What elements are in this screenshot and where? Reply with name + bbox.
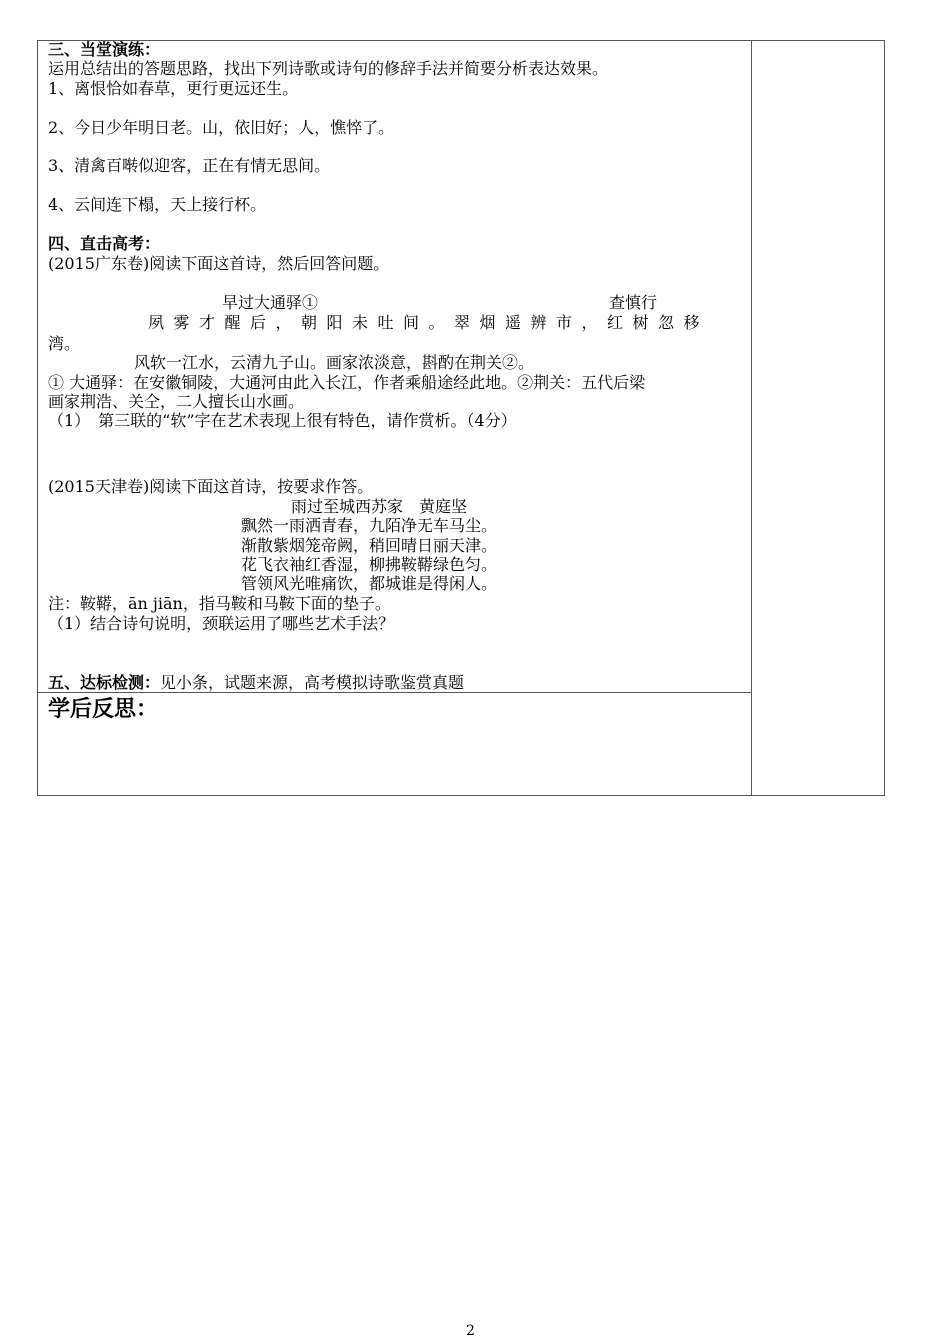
q2-poem-line-2: 渐散紫烟笼帝阙，稍回晴日丽天津。 xyxy=(241,536,498,555)
exercise-item-3: 3、清禽百啭似迎客，正在有情无思间。 xyxy=(48,156,331,175)
exercise-item-4: 4、云间连下榻，天上接行杯。 xyxy=(48,195,267,214)
section-4-heading: 四、直击高考： xyxy=(48,234,161,253)
section-3-intro: 运用总结出的答题思路，找出下列诗歌或诗句的修辞手法并简要分析表达效果。 xyxy=(48,59,609,78)
section-5-text: 见小条，试题来源，高考模拟诗歌鉴赏真题 xyxy=(160,673,465,692)
q1-poem-title: 早过大通驿① xyxy=(222,293,319,312)
q1-poem-line-1: 夙雾才醒后，朝阳未吐间。翠烟遥辨市，红树忽移 xyxy=(148,313,710,332)
q1-note-1: ① 大通驿：在安徽铜陵，大通河由此入长江，作者乘船途经此地。②荆关：五代后梁 xyxy=(48,373,646,392)
q2-poem-title: 雨过至城西苏家 黄庭坚 xyxy=(291,497,468,516)
q2-poem-line-1: 飘然一雨洒青春，九陌净无车马尘。 xyxy=(241,516,498,535)
q1-source: (2015广东卷)阅读下面这首诗，然后回答问题。 xyxy=(48,254,390,273)
q2-note: 注：鞍鞯，ān jiān，指马鞍和马鞍下面的垫子。 xyxy=(48,594,391,613)
reflection-heading: 学后反思： xyxy=(48,696,159,722)
section-5-heading: 五、达标检测： xyxy=(48,673,161,692)
q2-poem-line-3: 花飞衣袖红香湿，柳拂鞍鞯绿色匀。 xyxy=(241,555,498,574)
q1-note-2: 画家荆浩、关仝，二人擅长山水画。 xyxy=(48,392,305,411)
section-3-heading: 三、当堂演练： xyxy=(48,40,161,59)
q1-question: （1） 第三联的“软”字在艺术表现上很有特色，请作赏析。（4分） xyxy=(48,411,517,430)
page-number: 2 xyxy=(466,1323,475,1339)
q1-poem-line-2: 风软一江水，云清九子山。画家浓淡意，斟酌在荆关②。 xyxy=(134,353,535,372)
section-5-row xyxy=(48,673,464,693)
column-divider xyxy=(751,40,752,796)
exercise-item-1: 1、离恨恰如春草，更行更远还生。 xyxy=(48,79,299,98)
exercise-item-2: 2、今日少年明日老。山，依旧好；人，憔悴了。 xyxy=(48,118,395,137)
q1-poem-author: 查慎行 xyxy=(609,293,658,312)
q2-poem-line-4: 管领风光唯痛饮，都城谁是得闲人。 xyxy=(241,574,498,593)
q2-question: （1）结合诗句说明，颈联运用了哪些艺术手法？ xyxy=(48,614,395,633)
q2-source: (2015天津卷)阅读下面这首诗，按要求作答。 xyxy=(48,477,374,496)
q1-poem-line-1-wrap: 湾。 xyxy=(48,334,81,353)
